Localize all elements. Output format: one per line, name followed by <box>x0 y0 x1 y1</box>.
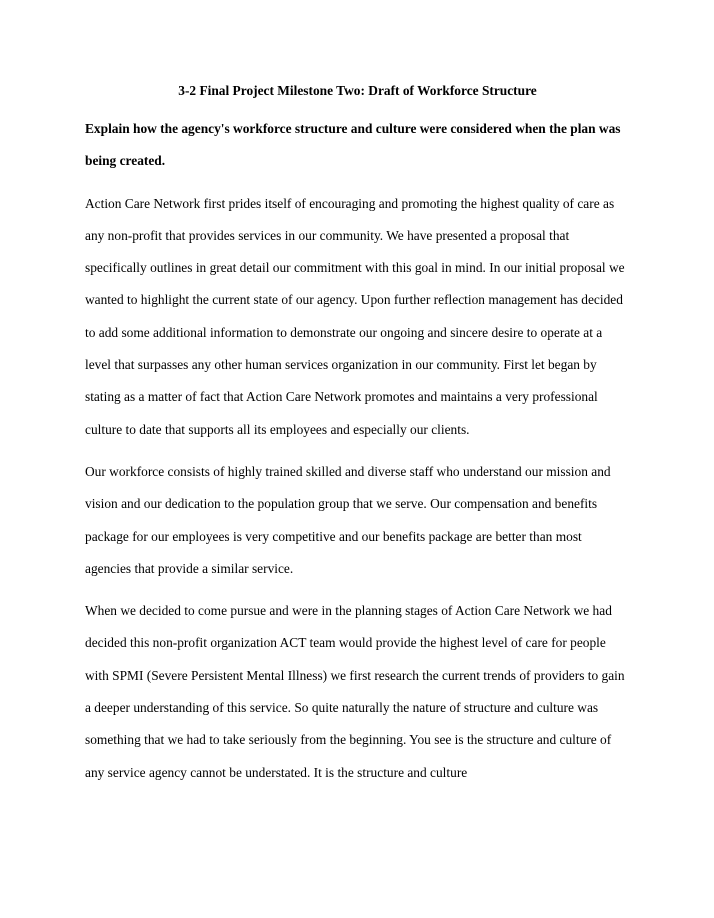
document-title: 3-2 Final Project Milestone Two: Draft of Workforce Structure <box>178 83 537 98</box>
body-paragraph-3: When we decided to come pursue and were in the planning stages of Action Care Network we had decided this non-profit organization ACT team would provide the highest level of care for people with SPMI (Severe Persistent Mental Illness) we first research the current trends of providers to gain a deeper understanding of this service. So quite naturally the nature of structure and culture was something that we had to take seriously from the beginning. You see is the structure and culture of any service agency cannot be understated. It is the structure and culture <box>85 603 625 780</box>
section-question-heading: Explain how the agency's workforce structure and culture were considered when the plan was being created. <box>85 121 621 169</box>
body-paragraph-2: Our workforce consists of highly trained skilled and diverse staff who understand our mission and vision and our dedication to the population group that we serve. Our compensation and benefits package for our employees is very competitive and our benefits package are better than most agencies that provide a similar service. <box>85 463 611 576</box>
body-paragraph-1: Action Care Network first prides itself of encouraging and promoting the highest quality of care as any non-profit that provides services in our community. We have presented a proposal that specifically outlines in great detail our commitment with this goal in mind. In our initial proposal we wanted to highlight the current state of our agency. Upon further reflection management has decided to add some additional information to demonstrate our ongoing and sincere desire to operate at a level that surpasses any other human services organization in our community. First let began by stating as a matter of fact that Action Care Network promotes and maintains a very professional culture to date that supports all its employees and especially our clients. <box>85 195 625 437</box>
